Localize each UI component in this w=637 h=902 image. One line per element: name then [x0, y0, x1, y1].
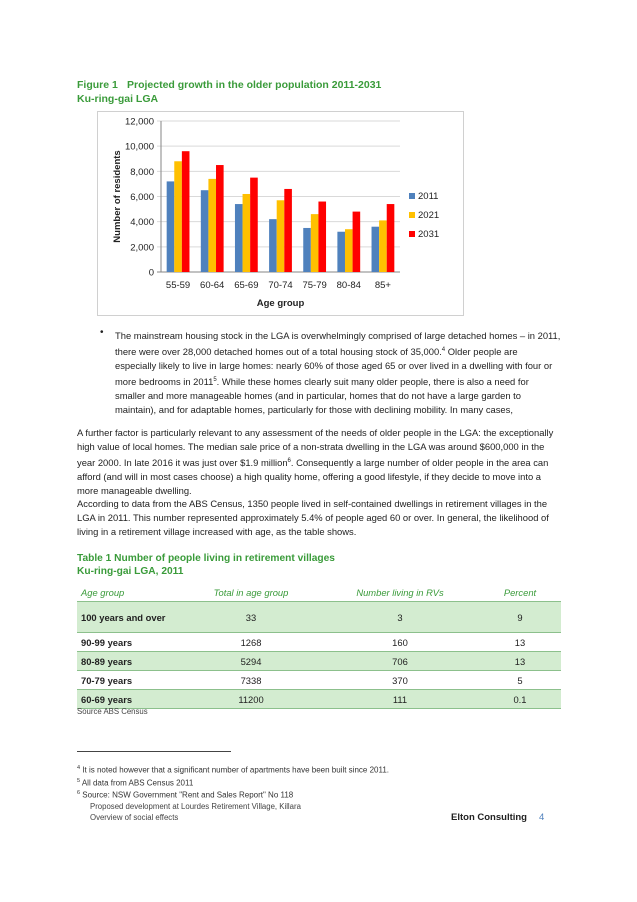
x-tick-label: 70-74: [268, 280, 293, 291]
cell-total: 5294: [181, 652, 321, 671]
x-tick-label: 55-59: [165, 280, 191, 291]
footer-line-2: Overview of social effects: [90, 813, 179, 822]
header-total: Total in age group: [181, 583, 321, 602]
legend-swatch-2011: [409, 193, 415, 199]
bar-2031-85+: [387, 204, 395, 272]
cell-percent: 9: [479, 602, 561, 633]
bar-2021-80-84: [345, 229, 353, 272]
table-row: [77, 602, 561, 633]
cell-percent: 13: [479, 652, 561, 671]
cell-age-group: 70-79 years: [77, 671, 181, 690]
table-row: [77, 652, 561, 671]
table-subtitle: Ku-ring-gai LGA, 2011: [77, 566, 184, 577]
cell-total: 33: [181, 602, 321, 633]
bar-2021-55-59: [174, 161, 182, 272]
cell-age-group: 90-99 years: [77, 633, 181, 652]
footnote-6: [77, 788, 389, 801]
footnote-ref-6[interactable]: 6: [287, 458, 291, 464]
bar-2021-70-74: [277, 200, 285, 272]
x-tick-label: 65-69: [234, 280, 259, 291]
x-tick-label: 85+: [374, 280, 391, 291]
bullet-text-2: Older people are especially likely to live in large homes: nearly 60% of those aged 65 or over lived in a dwelling with four or more bedrooms in 2011: [115, 346, 553, 388]
cell-age-group: 100 years and over: [77, 602, 181, 633]
x-tick-label: 60-64: [200, 280, 225, 291]
chart-bars: [167, 151, 395, 272]
footnote-number: 6: [77, 790, 81, 797]
cell-number-rvs: 370: [321, 671, 479, 690]
bar-2011-80-84: [337, 232, 345, 272]
bar-2011-65-69: [235, 204, 243, 272]
paragraph-home-values: [77, 426, 561, 498]
y-tick-label: 12,000: [124, 116, 154, 128]
bullet-paragraph: [115, 329, 561, 417]
table-row: [77, 633, 561, 652]
table-caption: [77, 552, 335, 578]
cell-number-rvs: 111: [321, 690, 479, 709]
paragraph-retirement-villages: [77, 497, 561, 539]
bar-2021-65-69: [243, 194, 251, 272]
cell-total: 11200: [181, 690, 321, 709]
header-age-group: Age group: [77, 583, 181, 602]
footer-document-info: [90, 801, 301, 823]
chart-legend: [409, 191, 439, 240]
population-chart: [97, 111, 464, 316]
cell-total: 7338: [181, 671, 321, 690]
footnote-divider: [77, 751, 231, 752]
bullet-marker: •: [100, 327, 104, 338]
retirement-village-table: [77, 583, 561, 709]
footer-line-1: Proposed development at Lourdes Retirement Village, Killara: [90, 802, 301, 811]
legend-swatch-2031: [409, 231, 415, 237]
footnote-text: All data from ABS Census 2011: [80, 778, 194, 788]
y-tick-label: 6,000: [130, 192, 154, 203]
bar-2031-70-74: [284, 189, 292, 272]
figure-caption: [77, 78, 381, 106]
footnote-number: 4: [77, 765, 81, 771]
bar-2021-60-64: [208, 179, 216, 272]
cell-number-rvs: 3: [321, 602, 479, 633]
footer-organization: Elton Consulting: [451, 812, 527, 823]
header-number-rvs: Number living in RVs: [321, 583, 479, 602]
bar-2011-60-64: [201, 190, 209, 272]
table-row: [77, 690, 561, 709]
legend-swatch-2021: [409, 212, 415, 218]
footnote-5: [77, 776, 389, 789]
figure-title: Projected growth in the older population 2011-2031: [127, 79, 382, 91]
y-axis-title: Number of residents: [112, 150, 123, 243]
cell-percent: 13: [479, 633, 561, 652]
bar-2011-85+: [372, 227, 380, 272]
bar-2021-85+: [379, 220, 387, 272]
bullet-text-3: . While these homes clearly suit many older people, there is also a need for smaller and more manageable homes (and in particular, homes that do not have a large garden to maintain), and for adaptable homes, particularly for those with declining mobility. In many cases,: [115, 376, 529, 416]
bar-2011-75-79: [303, 228, 311, 272]
para1-text-2: . Consequently a large number of older people in the area can afford (and will in most cases choose) a high quality home, offering a good lifestyle, if they decide to move into a more manageable dwelling.: [77, 457, 549, 497]
page-number: 4: [539, 812, 545, 823]
y-tick-label: 0: [148, 267, 154, 279]
bar-2031-65-69: [250, 178, 258, 272]
chart-svg: [98, 112, 463, 315]
figure-subtitle: Ku-ring-gai LGA: [77, 93, 159, 105]
para2-text: According to data from the ABS Census, 1350 people lived in self-contained dwellings in retirement villages in the LGA in 2011. This number represented approximately 5.4% of people aged 60 or over. In general, the likelihood of living in a retirement village increased with age, as the table shows.: [77, 498, 549, 537]
footnote-number: 5: [77, 777, 81, 784]
table-row: [77, 671, 561, 690]
footnote-text: It is noted however that a significant number of apartments have been built since 2011.: [80, 765, 389, 775]
footnotes: [77, 763, 389, 801]
legend-label-2021: 2021: [418, 210, 440, 221]
bar-2031-75-79: [318, 202, 326, 272]
cell-total: 1268: [181, 633, 321, 652]
cell-percent: 5: [479, 671, 561, 690]
bar-2021-75-79: [311, 214, 319, 272]
cell-age-group: 80-89 years: [77, 652, 181, 671]
bullet-text-1: The mainstream housing stock in the LGA is overwhelmingly comprised of large detached homes – in 2011, there were over 28,000 detached homes out of a total housing stock of 35,000.: [115, 330, 561, 358]
x-tick-label: 80-84: [336, 280, 361, 291]
footnote-ref-5[interactable]: 5: [213, 377, 217, 384]
legend-label-2031: 2031: [418, 229, 440, 240]
bar-2011-70-74: [269, 219, 277, 272]
para1-text-1: A further factor is particularly relevant to any assessment of the needs of older people in the LGA: the exceptionally high value of local homes. The median sale price of a non-strata dwelling in the LGA was around $600,000 in the year 2000. In late 2016 it was just over $1.9 million: [77, 427, 554, 469]
y-tick-label: 8,000: [130, 166, 154, 178]
cell-percent: 0.1: [479, 690, 561, 709]
header-percent: Percent: [479, 583, 561, 602]
bar-2031-60-64: [216, 165, 224, 272]
cell-number-rvs: 160: [321, 633, 479, 652]
footnote-text: Source: NSW Government "Rent and Sales Report" No 118: [80, 790, 294, 800]
y-tick-label: 10,000: [124, 141, 154, 153]
table-source: Source ABS Census: [77, 707, 148, 716]
footnote-4: [77, 763, 389, 776]
cell-number-rvs: 706: [321, 652, 479, 671]
y-tick-label: 2,000: [130, 242, 154, 254]
cell-age-group: 60-69 years: [77, 690, 181, 709]
table-header-row: [77, 583, 561, 602]
y-tick-label: 4,000: [130, 217, 154, 229]
bar-2011-55-59: [167, 181, 175, 272]
x-axis-title: Age group: [256, 298, 305, 309]
bar-2031-55-59: [182, 151, 190, 272]
table-title: Table 1 Number of people living in retirement villages: [77, 553, 335, 564]
figure-label: Figure 1: [77, 79, 118, 91]
x-tick-label: 75-79: [302, 280, 327, 291]
bar-2031-80-84: [353, 212, 361, 272]
footnote-ref-4[interactable]: 4: [441, 347, 446, 353]
legend-label-2011: 2011: [418, 191, 439, 202]
